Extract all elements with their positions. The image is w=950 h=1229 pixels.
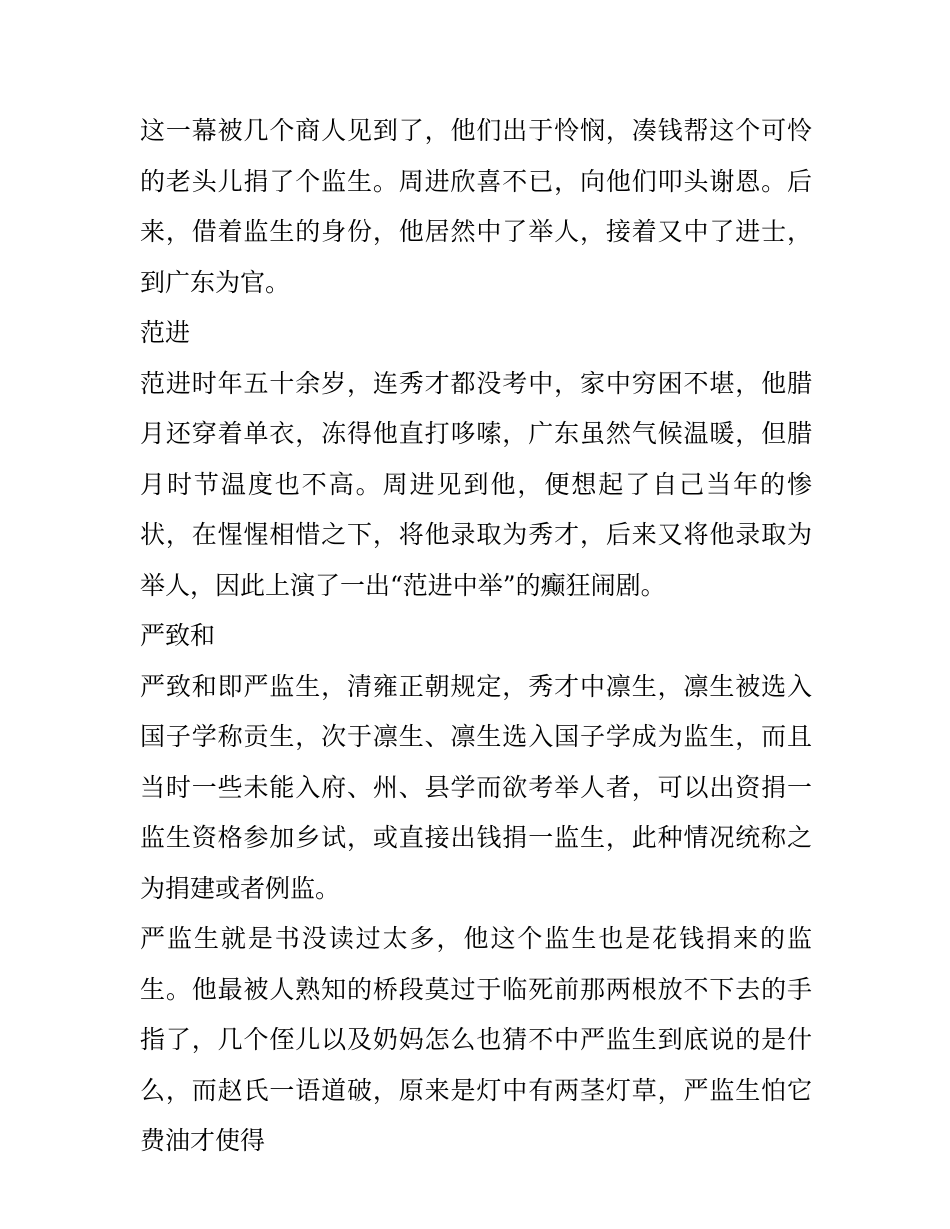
paragraph-zhou-jin-continued: 这一幕被几个商人见到了，他们出于怜悯，凑钱帮这个可怜的老头儿捐了个监生。周进欣喜不已，向他们叩头谢恩。后来，借着监生的身份，他居然中了举人，接着又中了进士，到广东为官。 xyxy=(140,116,812,297)
paragraph-fan-jin: 范进时年五十余岁，连秀才都没考中，家中穷困不堪，他腊月还穿着单衣，冻得他直打哆嗦，广东虽然气候温暖，但腊月时节温度也不高。周进见到他，便想起了自己当年的惨状，在惺惺相惜之下，将他录取为秀才，后来又将他录取为举人，因此上演了一出“范进中举”的癫狂闹剧。 xyxy=(140,368,812,600)
heading-yan-zhihe: 严致和 xyxy=(140,621,216,650)
paragraph-yan-jiansheng: 严监生就是书没读过太多，他这个监生也是花钱捐来的监生。他最被人熟知的桥段莫过于临死前那两根放不下去的手指了，几个侄儿以及奶妈怎么也猜不中严监生到底说的是什么，而赵氏一语道破，原来是灯中有两茎灯草，严监生怕它费油才使得 xyxy=(140,924,812,1155)
paragraph-yan-zhihe: 严致和即严监生，清雍正朝规定，秀才中凛生，凛生被选入国子学称贡生，次于凛生、凛生选入国子学成为监生，而且当时一些未能入府、州、县学而欲考举人者，可以出资捐一监生资格参加乡试，或直接出钱捐一监生，此种情况统称之为捐建或者例监。 xyxy=(140,671,812,903)
document-body xyxy=(140,106,812,1167)
heading-fan-jin: 范进 xyxy=(140,318,191,347)
